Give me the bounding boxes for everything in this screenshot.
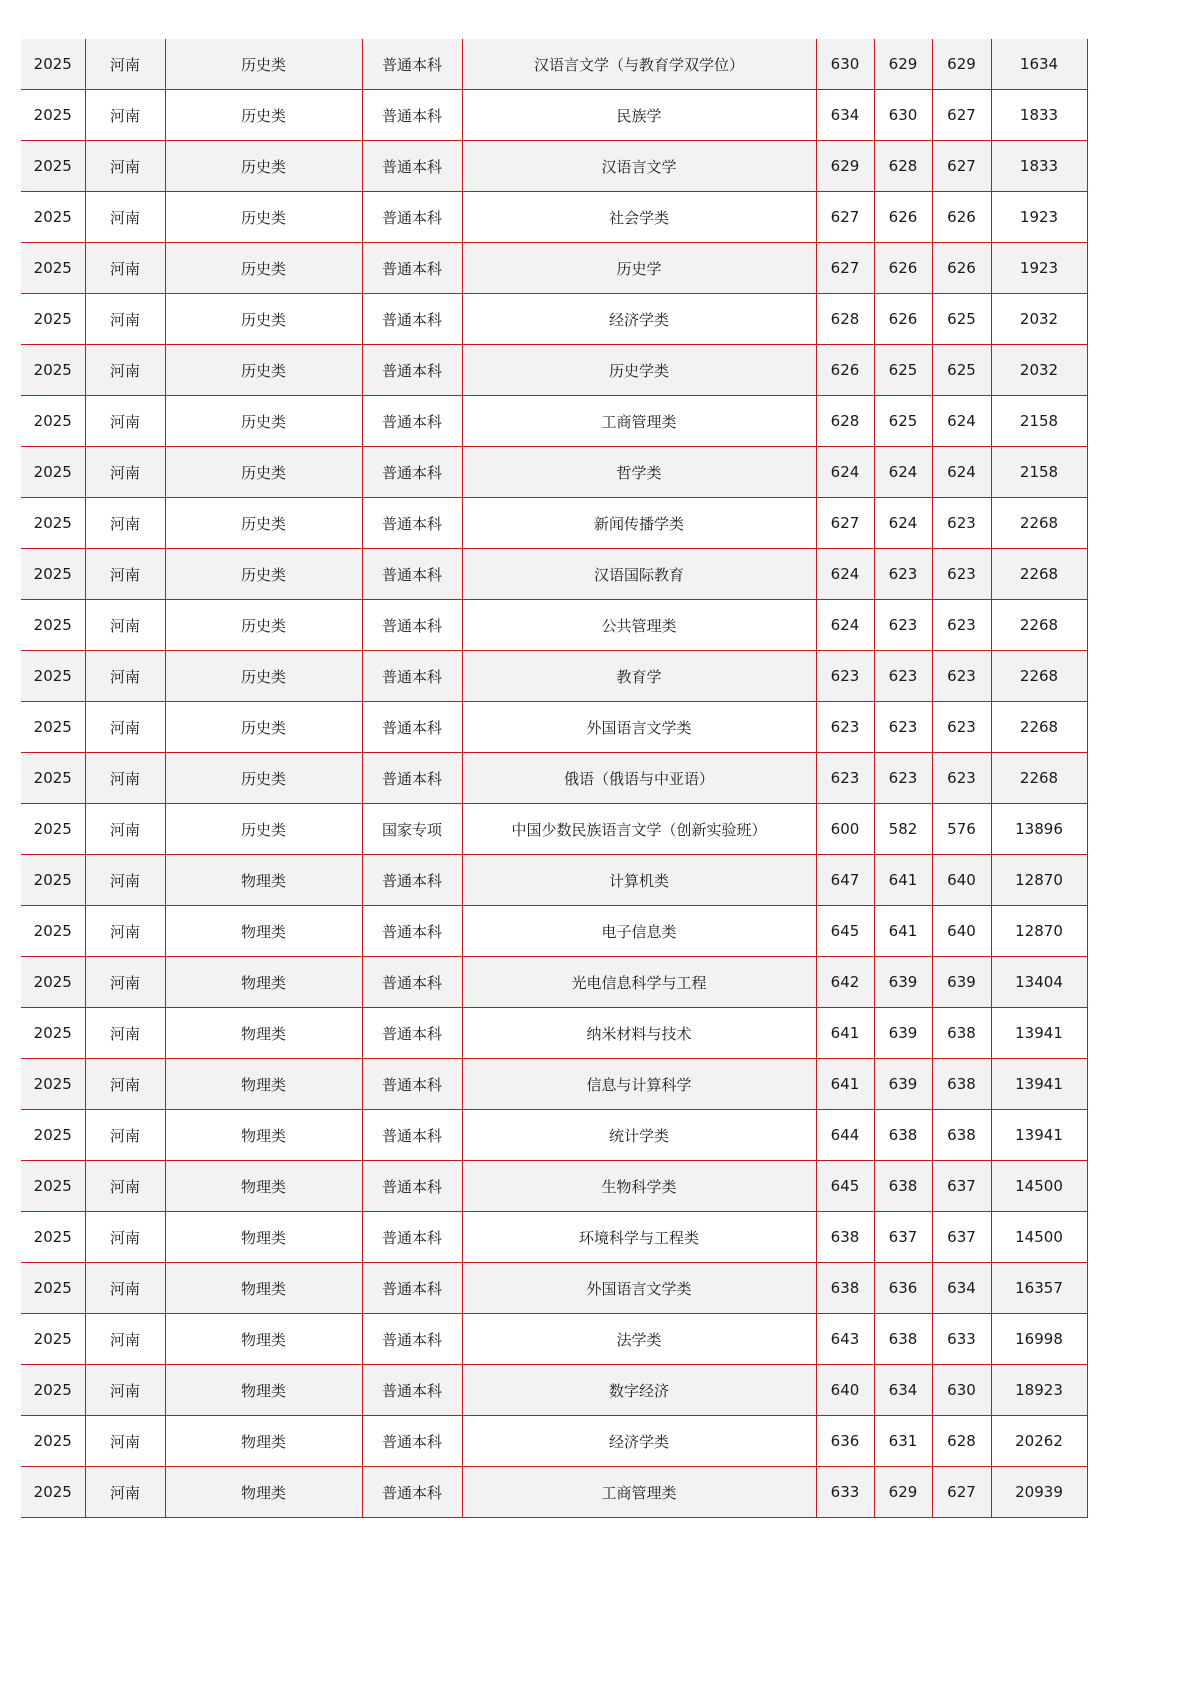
- cell-major: 纳米材料与技术: [462, 1008, 816, 1059]
- cell-major: 数字经济: [462, 1365, 816, 1416]
- cell-avg-score: 624: [874, 498, 932, 549]
- cell-subject-type: 物理类: [165, 1365, 362, 1416]
- cell-batch: 国家专项: [362, 804, 462, 855]
- cell-min-score: 640: [932, 906, 991, 957]
- cell-major: 历史学类: [462, 345, 816, 396]
- cell-min-rank: 2032: [991, 294, 1087, 345]
- table-row: [21, 702, 1087, 753]
- cell-min-rank: 14500: [991, 1212, 1087, 1263]
- cell-max-score: 640: [816, 1365, 874, 1416]
- cell-subject-type: 历史类: [165, 141, 362, 192]
- cell-batch: 普通本科: [362, 294, 462, 345]
- cell-year: 2025: [21, 855, 85, 906]
- cell-batch: 普通本科: [362, 702, 462, 753]
- cell-batch: 普通本科: [362, 855, 462, 906]
- cell-batch: 普通本科: [362, 90, 462, 141]
- cell-max-score: 628: [816, 396, 874, 447]
- cell-year: 2025: [21, 294, 85, 345]
- cell-province: 河南: [85, 651, 165, 702]
- cell-min-rank: 12870: [991, 906, 1087, 957]
- cell-avg-score: 638: [874, 1161, 932, 1212]
- cell-avg-score: 624: [874, 447, 932, 498]
- cell-batch: 普通本科: [362, 447, 462, 498]
- cell-subject-type: 历史类: [165, 90, 362, 141]
- table-row: [21, 90, 1087, 141]
- cell-major: 汉语国际教育: [462, 549, 816, 600]
- cell-subject-type: 历史类: [165, 345, 362, 396]
- cell-year: 2025: [21, 957, 85, 1008]
- cell-year: 2025: [21, 1416, 85, 1467]
- cell-avg-score: 625: [874, 345, 932, 396]
- cell-major: 计算机类: [462, 855, 816, 906]
- cell-province: 河南: [85, 498, 165, 549]
- cell-min-score: 638: [932, 1059, 991, 1110]
- cell-batch: 普通本科: [362, 957, 462, 1008]
- cell-year: 2025: [21, 1008, 85, 1059]
- cell-min-rank: 2268: [991, 702, 1087, 753]
- cell-major: 法学类: [462, 1314, 816, 1365]
- cell-max-score: 629: [816, 141, 874, 192]
- cell-avg-score: 634: [874, 1365, 932, 1416]
- cell-major: 光电信息科学与工程: [462, 957, 816, 1008]
- cell-major: 工商管理类: [462, 396, 816, 447]
- cell-max-score: 623: [816, 651, 874, 702]
- cell-max-score: 633: [816, 1467, 874, 1518]
- cell-batch: 普通本科: [362, 1365, 462, 1416]
- cell-min-score: 623: [932, 651, 991, 702]
- cell-major: 汉语言文学: [462, 141, 816, 192]
- cell-province: 河南: [85, 1416, 165, 1467]
- cell-year: 2025: [21, 345, 85, 396]
- cell-province: 河南: [85, 1008, 165, 1059]
- cell-min-rank: 2268: [991, 600, 1087, 651]
- cell-min-score: 626: [932, 192, 991, 243]
- cell-province: 河南: [85, 1059, 165, 1110]
- cell-year: 2025: [21, 243, 85, 294]
- cell-year: 2025: [21, 1365, 85, 1416]
- cell-min-score: 623: [932, 498, 991, 549]
- cell-min-score: 640: [932, 855, 991, 906]
- cell-year: 2025: [21, 1314, 85, 1365]
- cell-province: 河南: [85, 1365, 165, 1416]
- cell-province: 河南: [85, 906, 165, 957]
- cell-major: 工商管理类: [462, 1467, 816, 1518]
- cell-major: 公共管理类: [462, 600, 816, 651]
- cell-avg-score: 623: [874, 549, 932, 600]
- cell-major: 电子信息类: [462, 906, 816, 957]
- cell-min-rank: 13896: [991, 804, 1087, 855]
- cell-year: 2025: [21, 1059, 85, 1110]
- cell-min-score: 633: [932, 1314, 991, 1365]
- cell-province: 河南: [85, 1263, 165, 1314]
- cell-min-rank: 13941: [991, 1059, 1087, 1110]
- cell-avg-score: 623: [874, 753, 932, 804]
- cell-year: 2025: [21, 396, 85, 447]
- cell-province: 河南: [85, 600, 165, 651]
- cell-min-rank: 13941: [991, 1008, 1087, 1059]
- table-row: [21, 855, 1087, 906]
- cell-max-score: 638: [816, 1263, 874, 1314]
- cell-min-score: 638: [932, 1008, 991, 1059]
- cell-min-score: 637: [932, 1212, 991, 1263]
- cell-year: 2025: [21, 1263, 85, 1314]
- cell-year: 2025: [21, 1161, 85, 1212]
- cell-major: 信息与计算科学: [462, 1059, 816, 1110]
- cell-max-score: 642: [816, 957, 874, 1008]
- cell-province: 河南: [85, 243, 165, 294]
- cell-min-rank: 2158: [991, 447, 1087, 498]
- cell-province: 河南: [85, 1467, 165, 1518]
- table-body: [21, 39, 1087, 1518]
- cell-min-rank: 1833: [991, 90, 1087, 141]
- cell-batch: 普通本科: [362, 1212, 462, 1263]
- cell-province: 河南: [85, 141, 165, 192]
- cell-major: 外国语言文学类: [462, 1263, 816, 1314]
- cell-avg-score: 629: [874, 39, 932, 90]
- cell-batch: 普通本科: [362, 1416, 462, 1467]
- cell-province: 河南: [85, 447, 165, 498]
- cell-avg-score: 637: [874, 1212, 932, 1263]
- cell-min-rank: 12870: [991, 855, 1087, 906]
- cell-min-score: 638: [932, 1110, 991, 1161]
- cell-min-rank: 1923: [991, 243, 1087, 294]
- cell-subject-type: 物理类: [165, 1314, 362, 1365]
- cell-min-score: 627: [932, 1467, 991, 1518]
- cell-max-score: 643: [816, 1314, 874, 1365]
- table-row: [21, 957, 1087, 1008]
- cell-max-score: 600: [816, 804, 874, 855]
- cell-subject-type: 历史类: [165, 651, 362, 702]
- cell-min-score: 624: [932, 447, 991, 498]
- cell-subject-type: 历史类: [165, 39, 362, 90]
- cell-max-score: 645: [816, 1161, 874, 1212]
- cell-min-rank: 20262: [991, 1416, 1087, 1467]
- table-row: [21, 498, 1087, 549]
- cell-major: 统计学类: [462, 1110, 816, 1161]
- cell-min-rank: 16998: [991, 1314, 1087, 1365]
- cell-min-rank: 14500: [991, 1161, 1087, 1212]
- cell-min-score: 630: [932, 1365, 991, 1416]
- table-row: [21, 39, 1087, 90]
- cell-subject-type: 物理类: [165, 1161, 362, 1212]
- cell-min-rank: 13941: [991, 1110, 1087, 1161]
- cell-avg-score: 628: [874, 141, 932, 192]
- cell-min-rank: 20939: [991, 1467, 1087, 1518]
- cell-year: 2025: [21, 192, 85, 243]
- cell-subject-type: 物理类: [165, 1467, 362, 1518]
- cell-year: 2025: [21, 1212, 85, 1263]
- table-row: [21, 243, 1087, 294]
- cell-subject-type: 历史类: [165, 294, 362, 345]
- cell-max-score: 630: [816, 39, 874, 90]
- cell-avg-score: 639: [874, 957, 932, 1008]
- table-row: [21, 141, 1087, 192]
- cell-batch: 普通本科: [362, 906, 462, 957]
- cell-province: 河南: [85, 753, 165, 804]
- cell-batch: 普通本科: [362, 1161, 462, 1212]
- cell-avg-score: 626: [874, 243, 932, 294]
- cell-min-rank: 2268: [991, 549, 1087, 600]
- table-row: [21, 1110, 1087, 1161]
- table-row: [21, 1059, 1087, 1110]
- cell-major: 经济学类: [462, 1416, 816, 1467]
- cell-major: 汉语言文学（与教育学双学位）: [462, 39, 816, 90]
- table-row: [21, 1263, 1087, 1314]
- cell-max-score: 627: [816, 192, 874, 243]
- cell-major: 环境科学与工程类: [462, 1212, 816, 1263]
- cell-province: 河南: [85, 192, 165, 243]
- cell-subject-type: 历史类: [165, 549, 362, 600]
- cell-min-rank: 1833: [991, 141, 1087, 192]
- cell-subject-type: 物理类: [165, 855, 362, 906]
- table-row: [21, 294, 1087, 345]
- table-row: [21, 1161, 1087, 1212]
- cell-max-score: 624: [816, 549, 874, 600]
- cell-min-score: 628: [932, 1416, 991, 1467]
- cell-subject-type: 物理类: [165, 1008, 362, 1059]
- cell-subject-type: 历史类: [165, 804, 362, 855]
- cell-max-score: 641: [816, 1059, 874, 1110]
- cell-subject-type: 历史类: [165, 753, 362, 804]
- cell-min-score: 623: [932, 702, 991, 753]
- cell-major: 新闻传播学类: [462, 498, 816, 549]
- table-row: [21, 906, 1087, 957]
- cell-max-score: 628: [816, 294, 874, 345]
- cell-avg-score: 626: [874, 192, 932, 243]
- cell-province: 河南: [85, 345, 165, 396]
- cell-max-score: 641: [816, 1008, 874, 1059]
- cell-province: 河南: [85, 804, 165, 855]
- cell-year: 2025: [21, 141, 85, 192]
- cell-min-rank: 2268: [991, 498, 1087, 549]
- cell-min-rank: 1634: [991, 39, 1087, 90]
- table-row: [21, 447, 1087, 498]
- cell-max-score: 644: [816, 1110, 874, 1161]
- cell-province: 河南: [85, 957, 165, 1008]
- cell-batch: 普通本科: [362, 1314, 462, 1365]
- cell-max-score: 634: [816, 90, 874, 141]
- table-row: [21, 192, 1087, 243]
- cell-avg-score: 625: [874, 396, 932, 447]
- cell-avg-score: 636: [874, 1263, 932, 1314]
- cell-max-score: 638: [816, 1212, 874, 1263]
- cell-batch: 普通本科: [362, 600, 462, 651]
- cell-max-score: 623: [816, 753, 874, 804]
- cell-province: 河南: [85, 39, 165, 90]
- cell-year: 2025: [21, 498, 85, 549]
- cell-province: 河南: [85, 90, 165, 141]
- table-row: [21, 396, 1087, 447]
- cell-max-score: 636: [816, 1416, 874, 1467]
- cell-province: 河南: [85, 1161, 165, 1212]
- cell-subject-type: 历史类: [165, 243, 362, 294]
- cell-min-score: 626: [932, 243, 991, 294]
- cell-province: 河南: [85, 396, 165, 447]
- cell-subject-type: 物理类: [165, 1212, 362, 1263]
- cell-min-score: 627: [932, 90, 991, 141]
- cell-avg-score: 623: [874, 702, 932, 753]
- cell-year: 2025: [21, 753, 85, 804]
- cell-batch: 普通本科: [362, 549, 462, 600]
- table-row: [21, 1416, 1087, 1467]
- cell-min-rank: 2268: [991, 651, 1087, 702]
- cell-avg-score: 630: [874, 90, 932, 141]
- cell-min-rank: 18923: [991, 1365, 1087, 1416]
- cell-major: 社会学类: [462, 192, 816, 243]
- cell-batch: 普通本科: [362, 651, 462, 702]
- cell-major: 经济学类: [462, 294, 816, 345]
- cell-province: 河南: [85, 1110, 165, 1161]
- cell-major: 外国语言文学类: [462, 702, 816, 753]
- admission-scores-table: [21, 39, 1088, 1518]
- table-row: [21, 753, 1087, 804]
- cell-batch: 普通本科: [362, 1263, 462, 1314]
- cell-min-rank: 13404: [991, 957, 1087, 1008]
- cell-avg-score: 638: [874, 1314, 932, 1365]
- cell-min-score: 627: [932, 141, 991, 192]
- cell-min-score: 576: [932, 804, 991, 855]
- cell-subject-type: 历史类: [165, 192, 362, 243]
- cell-avg-score: 639: [874, 1008, 932, 1059]
- cell-batch: 普通本科: [362, 1467, 462, 1518]
- cell-min-rank: 2032: [991, 345, 1087, 396]
- cell-max-score: 624: [816, 600, 874, 651]
- cell-min-score: 624: [932, 396, 991, 447]
- cell-batch: 普通本科: [362, 243, 462, 294]
- cell-year: 2025: [21, 447, 85, 498]
- cell-batch: 普通本科: [362, 1008, 462, 1059]
- cell-province: 河南: [85, 1314, 165, 1365]
- cell-max-score: 627: [816, 498, 874, 549]
- cell-min-score: 623: [932, 549, 991, 600]
- table-row: [21, 1008, 1087, 1059]
- cell-max-score: 623: [816, 702, 874, 753]
- table-row: [21, 549, 1087, 600]
- cell-avg-score: 631: [874, 1416, 932, 1467]
- cell-batch: 普通本科: [362, 753, 462, 804]
- cell-min-score: 637: [932, 1161, 991, 1212]
- cell-avg-score: 629: [874, 1467, 932, 1518]
- cell-year: 2025: [21, 549, 85, 600]
- cell-province: 河南: [85, 549, 165, 600]
- cell-major: 哲学类: [462, 447, 816, 498]
- cell-major: 教育学: [462, 651, 816, 702]
- cell-year: 2025: [21, 39, 85, 90]
- cell-min-score: 629: [932, 39, 991, 90]
- table-row: [21, 1365, 1087, 1416]
- cell-province: 河南: [85, 855, 165, 906]
- table-row: [21, 1212, 1087, 1263]
- cell-batch: 普通本科: [362, 39, 462, 90]
- cell-min-rank: 1923: [991, 192, 1087, 243]
- cell-min-rank: 16357: [991, 1263, 1087, 1314]
- cell-avg-score: 623: [874, 651, 932, 702]
- cell-major: 生物科学类: [462, 1161, 816, 1212]
- cell-max-score: 624: [816, 447, 874, 498]
- cell-subject-type: 历史类: [165, 447, 362, 498]
- cell-subject-type: 历史类: [165, 498, 362, 549]
- cell-subject-type: 物理类: [165, 1059, 362, 1110]
- cell-year: 2025: [21, 651, 85, 702]
- table-row: [21, 345, 1087, 396]
- cell-subject-type: 物理类: [165, 1263, 362, 1314]
- cell-avg-score: 626: [874, 294, 932, 345]
- cell-province: 河南: [85, 294, 165, 345]
- cell-batch: 普通本科: [362, 141, 462, 192]
- cell-year: 2025: [21, 1467, 85, 1518]
- cell-year: 2025: [21, 1110, 85, 1161]
- cell-avg-score: 623: [874, 600, 932, 651]
- cell-major: 俄语（俄语与中亚语）: [462, 753, 816, 804]
- table-row: [21, 804, 1087, 855]
- cell-min-score: 623: [932, 600, 991, 651]
- table-row: [21, 600, 1087, 651]
- cell-subject-type: 物理类: [165, 1110, 362, 1161]
- cell-subject-type: 物理类: [165, 906, 362, 957]
- cell-avg-score: 582: [874, 804, 932, 855]
- cell-max-score: 645: [816, 906, 874, 957]
- cell-year: 2025: [21, 90, 85, 141]
- cell-min-rank: 2268: [991, 753, 1087, 804]
- cell-subject-type: 物理类: [165, 1416, 362, 1467]
- cell-batch: 普通本科: [362, 396, 462, 447]
- cell-avg-score: 638: [874, 1110, 932, 1161]
- cell-batch: 普通本科: [362, 498, 462, 549]
- admission-scores-table-container: [21, 39, 1087, 1518]
- cell-batch: 普通本科: [362, 345, 462, 396]
- cell-subject-type: 历史类: [165, 600, 362, 651]
- cell-avg-score: 639: [874, 1059, 932, 1110]
- cell-major: 民族学: [462, 90, 816, 141]
- cell-max-score: 627: [816, 243, 874, 294]
- cell-year: 2025: [21, 702, 85, 753]
- cell-subject-type: 历史类: [165, 702, 362, 753]
- cell-min-score: 623: [932, 753, 991, 804]
- cell-batch: 普通本科: [362, 1110, 462, 1161]
- cell-year: 2025: [21, 804, 85, 855]
- cell-batch: 普通本科: [362, 192, 462, 243]
- cell-province: 河南: [85, 1212, 165, 1263]
- cell-subject-type: 物理类: [165, 957, 362, 1008]
- cell-year: 2025: [21, 906, 85, 957]
- cell-min-score: 634: [932, 1263, 991, 1314]
- table-row: [21, 1467, 1087, 1518]
- cell-max-score: 626: [816, 345, 874, 396]
- cell-avg-score: 641: [874, 906, 932, 957]
- table-row: [21, 651, 1087, 702]
- table-row: [21, 1314, 1087, 1365]
- cell-major: 中国少数民族语言文学（创新实验班）: [462, 804, 816, 855]
- cell-avg-score: 641: [874, 855, 932, 906]
- cell-batch: 普通本科: [362, 1059, 462, 1110]
- cell-year: 2025: [21, 600, 85, 651]
- cell-min-rank: 2158: [991, 396, 1087, 447]
- cell-major: 历史学: [462, 243, 816, 294]
- cell-min-score: 625: [932, 345, 991, 396]
- cell-min-score: 639: [932, 957, 991, 1008]
- cell-max-score: 647: [816, 855, 874, 906]
- cell-subject-type: 历史类: [165, 396, 362, 447]
- cell-province: 河南: [85, 702, 165, 753]
- cell-min-score: 625: [932, 294, 991, 345]
